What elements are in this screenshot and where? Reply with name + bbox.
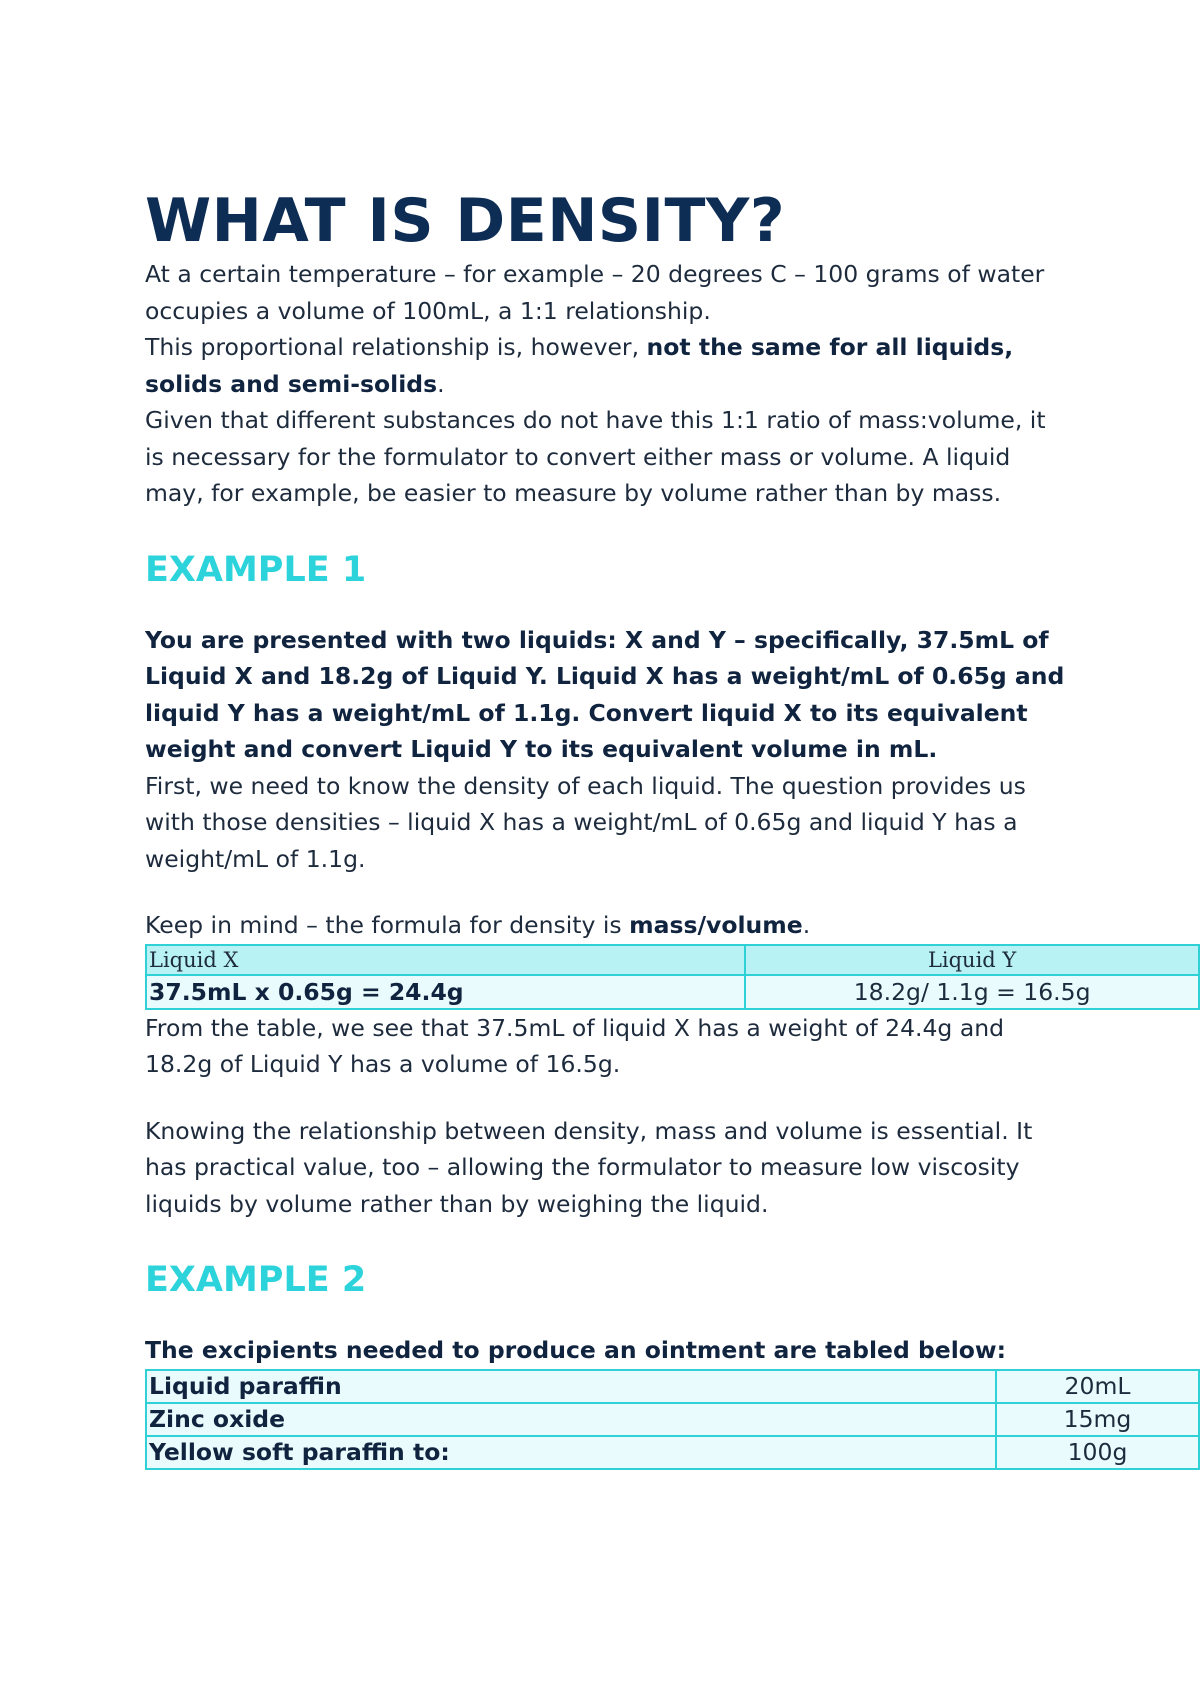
excipients-table (145, 1369, 1200, 1470)
page-title: WHAT IS DENSITY? (145, 186, 786, 256)
spacer (145, 1222, 1195, 1258)
table-row (146, 1370, 1199, 1403)
spacer (145, 512, 1195, 548)
table-cell-liquid-y: 18.2g/ 1.1g = 16.5g (745, 975, 1199, 1009)
excipient-name: Yellow soft paraffin to: (146, 1436, 996, 1469)
excipient-name: Zinc oxide (146, 1403, 996, 1436)
spacer (145, 1302, 1195, 1332)
excipient-quantity: 100g (996, 1436, 1199, 1469)
intro-paragraph-2-emphasis: not the same for all liquids, solids and semi-solids (145, 333, 1014, 398)
document-page (145, 186, 1195, 1470)
spacer (145, 592, 1195, 622)
density-formula-note (145, 907, 1065, 944)
density-formula-text: Keep in mind – the formula for density is (145, 911, 630, 939)
example-1-question-text: You are presented with two liquids: X and Y – specifically, 37.5mL of Liquid X and 18.2g of Liquid Y. Liquid X has a weight/mL of 0.65g and liquid Y has a weight/mL of 1.1g. Convert liquid X to its equivalent weight and convert Liquid Y to its equivalent volume in mL. (145, 625, 1065, 763)
table-row (146, 975, 1199, 1009)
table-header-liquid-x: Liquid X (146, 945, 745, 975)
example-2-heading: EXAMPLE 2 (145, 1260, 367, 1300)
intro-paragraph-1: At a certain temperature – for example – 20 degrees C – 100 grams of water occupies a volume of 100mL, a 1:1 relationship. (145, 260, 1045, 325)
table-row (146, 1436, 1199, 1469)
excipient-quantity: 15mg (996, 1403, 1199, 1436)
excipient-name: Liquid paraffin (146, 1370, 996, 1403)
example-2-intro-text: The excipients needed to produce an ointment are tabled below: (145, 1336, 1007, 1364)
density-formula-end: . (802, 911, 811, 939)
table-header-row (146, 945, 1199, 975)
example-1-heading: EXAMPLE 1 (145, 549, 367, 590)
example-1-question (145, 622, 1065, 768)
intro-paragraph-2-end: . (437, 369, 445, 398)
intro-paragraph-2 (145, 329, 1065, 402)
example-1-paragraph-3: Knowing the relationship between density, mass and volume is essential. It has practical value, too – allowing the formulator to measure low viscosity liquids by volume rather than by weighing the liquid. (145, 1116, 1033, 1218)
table-row (146, 1403, 1199, 1436)
example-1-table (145, 944, 1200, 1010)
intro-paragraph-2-text: This proportional relationship is, however, (145, 333, 647, 361)
spacer (145, 1083, 1195, 1113)
table-cell-liquid-x: 37.5mL x 0.65g = 24.4g (146, 975, 745, 1009)
intro-paragraph-3: Given that different substances do not have this 1:1 ratio of mass:volume, it is necessary for the formulator to convert either mass or volume. A liquid may, for example, be easier to measure by volume rather than by mass. (145, 406, 1046, 507)
spacer (145, 877, 1195, 907)
example-2-intro (145, 1332, 1195, 1369)
density-formula-emphasis: mass/volume (629, 911, 803, 939)
example-1-paragraph-1: First, we need to know the density of each liquid. The question provides us with those densities – liquid X has a weight/mL of 0.65g and liquid Y has a weight/mL of 1.1g. (145, 771, 1026, 873)
table-header-liquid-y: Liquid Y (745, 945, 1199, 975)
example-1-paragraph-2: From the table, we see that 37.5mL of liquid X has a weight of 24.4g and 18.2g of Liquid Y has a volume of 16.5g. (145, 1013, 1005, 1078)
excipient-quantity: 20mL (996, 1370, 1199, 1403)
